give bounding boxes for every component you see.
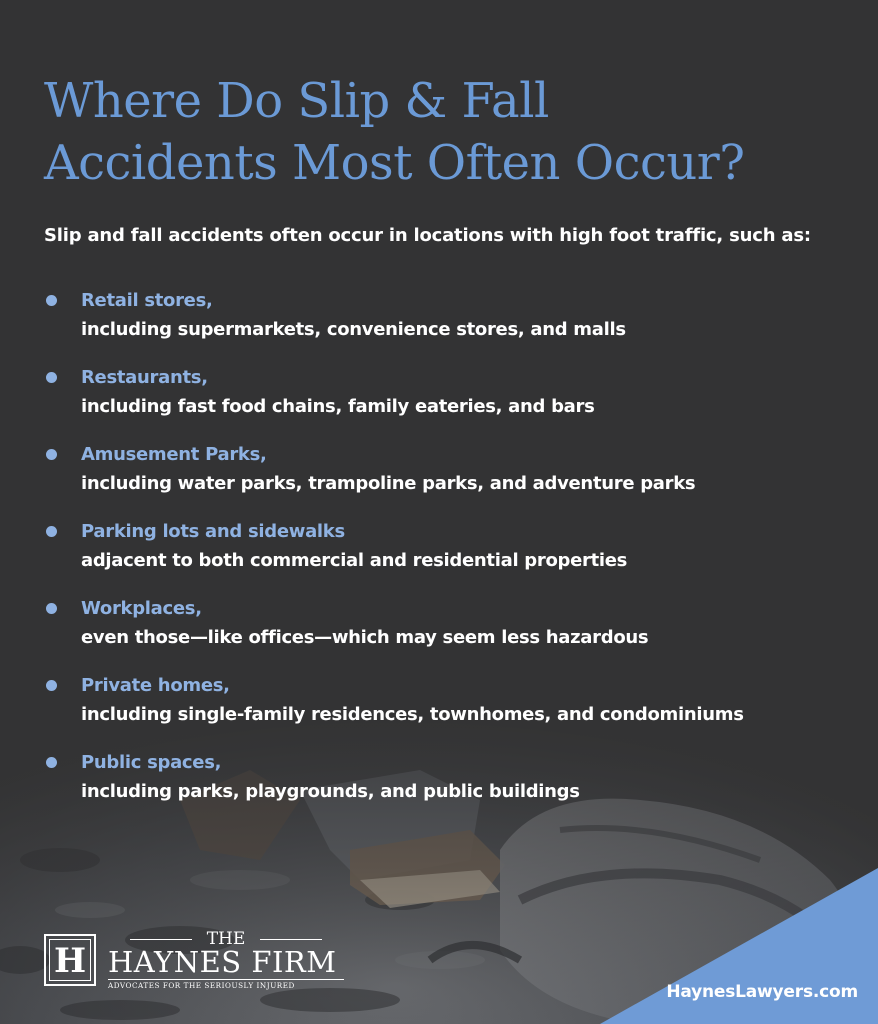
list-item-detail: including water parks, trampoline parks, and adventure parks <box>81 473 696 494</box>
list-item-detail: including supermarkets, convenience stores, and malls <box>81 319 626 340</box>
list-item-detail: including parks, playgrounds, and public buildings <box>81 781 580 802</box>
list-item-heading: Private homes, <box>81 675 230 696</box>
list-item-detail: including single-family residences, townhomes, and condominiums <box>81 704 744 725</box>
list-item-heading: Amusement Parks, <box>81 444 267 465</box>
list-item-heading: Parking lots and sidewalks <box>81 521 345 542</box>
website-link[interactable]: HaynesLawyers.com <box>666 982 858 1002</box>
list-item-detail: including fast food chains, family eateries, and bars <box>81 396 595 417</box>
list-item-heading: Restaurants, <box>81 367 208 388</box>
title-line-2: Accidents Most Often Occur? <box>44 135 745 191</box>
list-item-detail: even those—like offices—which may seem less hazardous <box>81 627 649 648</box>
list-item-heading: Retail stores, <box>81 290 213 311</box>
list-item-heading: Public spaces, <box>81 752 222 773</box>
logo-monogram: H <box>49 939 91 981</box>
logo-tagline: ADVOCATES FOR THE SERIOUSLY INJURED <box>108 979 344 990</box>
logo-monogram-box <box>44 934 96 986</box>
list-item-heading: Workplaces, <box>81 598 202 619</box>
firm-logo <box>44 928 344 992</box>
logo-the: THE <box>110 930 342 948</box>
title-line-1: Where Do Slip & Fall <box>44 73 549 129</box>
list-item-detail: adjacent to both commercial and residential properties <box>81 550 628 571</box>
logo-firm-name: HAYNES FIRM <box>108 945 337 979</box>
intro-text: Slip and fall accidents often occur in locations with high foot traffic, such as: <box>44 225 811 246</box>
